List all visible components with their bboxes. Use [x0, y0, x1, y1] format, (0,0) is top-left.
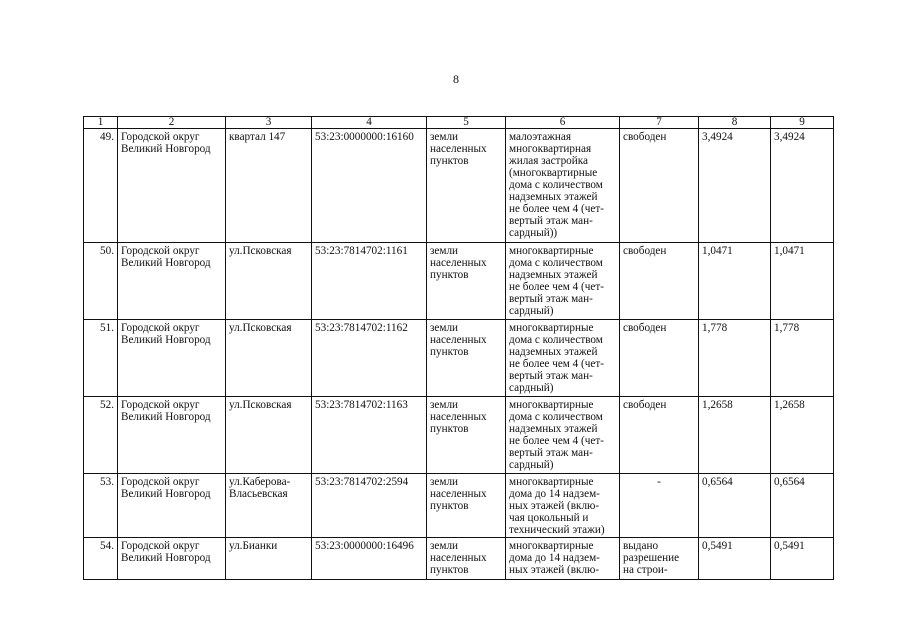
municipality-cell: Городской округ Великий Новгород: [118, 474, 226, 538]
row-number: 53.: [84, 474, 118, 538]
area-cell: 0,5491: [699, 538, 771, 580]
land-plots-table: [83, 116, 834, 580]
municipality-cell: Городской округ Великий Новгород: [118, 538, 226, 580]
column-header: 1: [84, 117, 118, 129]
page-number: 8: [453, 72, 459, 86]
address-cell: ул.Псковская: [226, 397, 312, 474]
permitted-use-cell: многоквартирные дома с количеством надземных этажей не более чем 4 (чет- вертый этаж ман- сардный): [506, 397, 620, 474]
address-cell: ул.Псковская: [226, 320, 312, 397]
area-cell: 3,4924: [699, 129, 771, 243]
area-total-cell: 1,0471: [771, 243, 834, 320]
status-cell: свободен: [620, 129, 699, 243]
table-row: [84, 243, 834, 320]
table-row: [84, 129, 834, 243]
column-header: 8: [699, 117, 771, 129]
area-total-cell: 0,6564: [771, 474, 834, 538]
address-cell: квартал 147: [226, 129, 312, 243]
header-row: [84, 117, 834, 129]
permitted-use-cell: многоквартирные дома с количеством надземных этажей не более чем 4 (чет- вертый этаж ман- сардный): [506, 243, 620, 320]
row-number: 52.: [84, 397, 118, 474]
permitted-use-cell: малоэтажная многоквартирная жилая застройка (многоквартирные дома с количеством надземных этажей не более чем 4 (чет- вертый этаж ман- сардный)): [506, 129, 620, 243]
area-total-cell: 0,5491: [771, 538, 834, 580]
table-row: [84, 320, 834, 397]
address-cell: ул.Бианки: [226, 538, 312, 580]
cadastral-number-cell: 53:23:7814702:1163: [312, 397, 427, 474]
land-category-cell: земли населенных пунктов: [427, 320, 506, 397]
land-category-cell: земли населенных пунктов: [427, 243, 506, 320]
column-header: 3: [226, 117, 312, 129]
table-row: [84, 474, 834, 538]
cadastral-number-cell: 53:23:7814702:1161: [312, 243, 427, 320]
cadastral-number-cell: 53:23:0000000:16160: [312, 129, 427, 243]
permitted-use-cell: многоквартирные дома до 14 надзем- ных этажей (вклю- чая цокольный и технический этажи): [506, 474, 620, 538]
cadastral-number-cell: 53:23:0000000:16496: [312, 538, 427, 580]
area-total-cell: 1,2658: [771, 397, 834, 474]
table-row: [84, 397, 834, 474]
permitted-use-cell: многоквартирные дома до 14 надзем- ных этажей (вклю-: [506, 538, 620, 580]
area-total-cell: 3,4924: [771, 129, 834, 243]
area-cell: 1,778: [699, 320, 771, 397]
status-cell: свободен: [620, 397, 699, 474]
row-number: 51.: [84, 320, 118, 397]
address-cell: ул.Каберова- Власьевская: [226, 474, 312, 538]
cadastral-number-cell: 53:23:7814702:2594: [312, 474, 427, 538]
address-cell: ул.Псковская: [226, 243, 312, 320]
municipality-cell: Городской округ Великий Новгород: [118, 397, 226, 474]
status-cell: свободен: [620, 320, 699, 397]
row-number: 50.: [84, 243, 118, 320]
table-row: [84, 538, 834, 580]
land-category-cell: земли населенных пунктов: [427, 129, 506, 243]
column-header: 2: [118, 117, 226, 129]
column-header: 7: [620, 117, 699, 129]
cadastral-number-cell: 53:23:7814702:1162: [312, 320, 427, 397]
municipality-cell: Городской округ Великий Новгород: [118, 129, 226, 243]
column-header: 6: [506, 117, 620, 129]
municipality-cell: Городской округ Великий Новгород: [118, 243, 226, 320]
status-cell: выдано разрешение на строи-: [620, 538, 699, 580]
status-cell: свободен: [620, 243, 699, 320]
area-cell: 1,0471: [699, 243, 771, 320]
land-category-cell: земли населенных пунктов: [427, 538, 506, 580]
area-cell: 0,6564: [699, 474, 771, 538]
municipality-cell: Городской округ Великий Новгород: [118, 320, 226, 397]
row-number: 49.: [84, 129, 118, 243]
column-header: 5: [427, 117, 506, 129]
land-category-cell: земли населенных пунктов: [427, 397, 506, 474]
column-header: 9: [771, 117, 834, 129]
land-category-cell: земли населенных пунктов: [427, 474, 506, 538]
permitted-use-cell: многоквартирные дома с количеством надземных этажей не более чем 4 (чет- вертый этаж ман- сардный): [506, 320, 620, 397]
column-header: 4: [312, 117, 427, 129]
status-cell: -: [620, 474, 699, 538]
row-number: 54.: [84, 538, 118, 580]
area-total-cell: 1,778: [771, 320, 834, 397]
area-cell: 1,2658: [699, 397, 771, 474]
